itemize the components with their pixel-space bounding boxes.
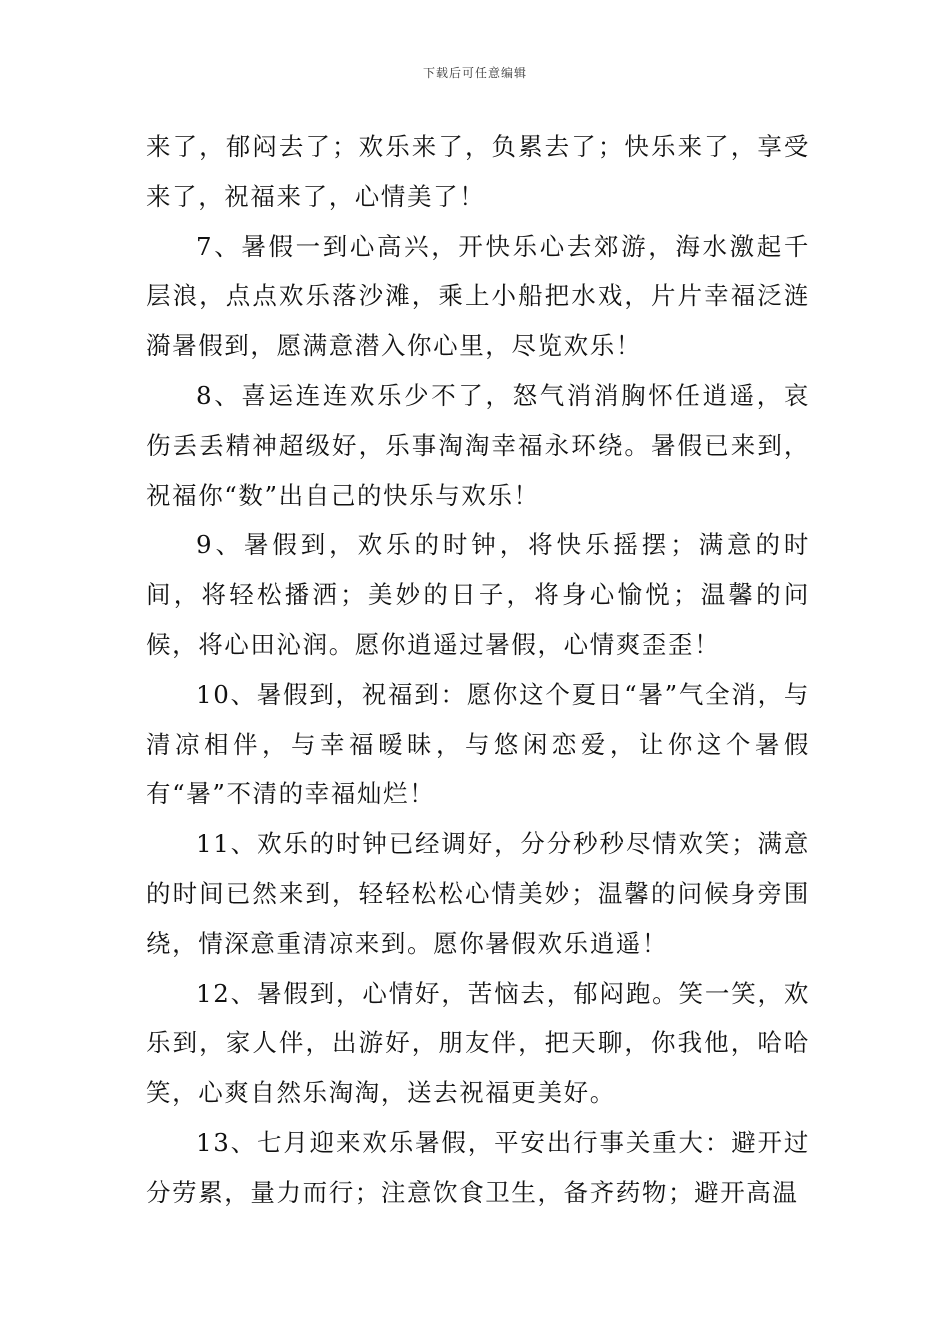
paragraph-item-8: 8、喜运连连欢乐少不了，怒气消消胸怀任逍遥，哀伤丢丢精神超级好，乐事淘淘幸福永环绕。暑假已来到，祝福你“数”出自己的快乐与欢乐！ bbox=[146, 380, 810, 510]
paragraph-item-9: 9、暑假到，欢乐的时钟，将快乐摇摆；满意的时间，将轻松播洒；美妙的日子，将身心愉悦；温馨的问候，将心田沁润。愿你逍遥过暑假，心情爽歪歪！ bbox=[146, 530, 810, 659]
paragraph-item-12: 12、暑假到，心情好，苦恼去，郁闷跑。笑一笑，欢乐到，家人伴，出游好，朋友伴，把天聊，你我他，哈哈笑，心爽自然乐淘淘，送去祝福更美好。 bbox=[146, 978, 810, 1108]
paragraph-item-13: 13、七月迎来欢乐暑假，平安出行事关重大：避开过分劳累，量力而行；注意饮食卫生，备齐药物；避开高温 bbox=[146, 1127, 810, 1207]
header-note: 下载后可任意编辑 bbox=[422, 66, 527, 80]
paragraph-item-7: 7、暑假一到心高兴，开快乐心去郊游，海水激起千层浪，点点欢乐落沙滩，乘上小船把水戏，片片幸福泛涟漪暑假到，愿满意潜入你心里，尽览欢乐！ bbox=[146, 231, 810, 361]
body-text bbox=[146, 122, 810, 1218]
paragraph-item-10: 10、暑假到，祝福到：愿你这个夏日“暑”气全消，与清凉相伴，与幸福暧昧，与悠闲恋爱，让你这个暑假有“暑”不清的幸福灿烂！ bbox=[146, 679, 810, 809]
paragraph-item-11: 11、欢乐的时钟已经调好，分分秒秒尽情欢笑；满意的时间已然来到，轻轻松松心情美妙；温馨的问候身旁围绕，情深意重清凉来到。愿你暑假欢乐逍遥！ bbox=[146, 829, 810, 958]
paragraph-continuation: 来了，郁闷去了；欢乐来了，负累去了；快乐来了，享受来了，祝福来了，心情美了！ bbox=[146, 132, 810, 211]
